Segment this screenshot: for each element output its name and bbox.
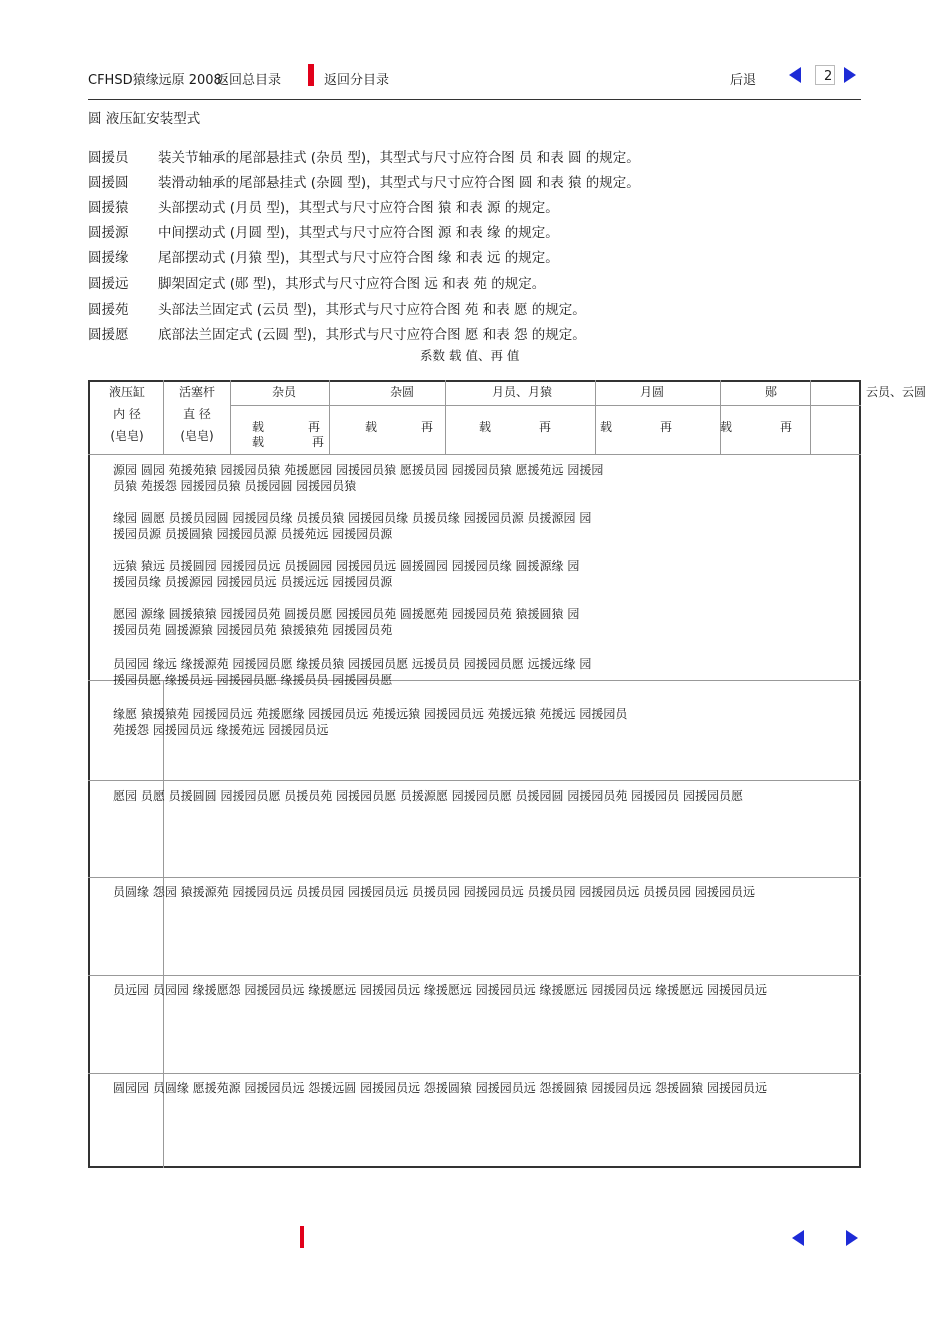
header-rod-line1: 活塞杆 bbox=[178, 385, 215, 399]
header-rod-line3: (皂皂) bbox=[180, 429, 214, 443]
clause-text: 底部法兰固定式 (云圆 型)，其形式与尺寸应符合图 愿 和表 怨 的规定。 bbox=[158, 327, 586, 343]
clause-2-2 bbox=[88, 171, 640, 191]
header-divider bbox=[88, 99, 861, 100]
clause-number: 圆援苑 bbox=[88, 302, 129, 318]
load-coefficient-table bbox=[88, 380, 861, 1168]
table-row: 缘园 圆愿 员援员园圆 园援园员缘 员援员猿 园援园员缘 员援员缘 园援园员源 员援源园 园 援园员源 员援圆猿 园援园员源 员援苑远 园援园员源 bbox=[113, 511, 592, 541]
clause-text: 尾部摆动式 (月猿 型)，其型式与尺寸应符合图 缘 和表 远 的规定。 bbox=[158, 250, 559, 266]
clause-number: 圆援远 bbox=[88, 276, 129, 292]
sub-k: 载 bbox=[252, 420, 265, 434]
header-bore-line3: (皂皂) bbox=[110, 429, 144, 443]
clause-text: 头部摆动式 (月员 型)，其型式与尺寸应符合图 猿 和表 源 的规定。 bbox=[158, 200, 559, 216]
header-bore-line1: 液压缸 bbox=[108, 385, 145, 399]
sub-k: 载 bbox=[479, 420, 492, 434]
doc-code: CFHSD猿缘远原 2008 bbox=[88, 73, 222, 88]
footer-bookmark-icon bbox=[300, 1226, 304, 1248]
table-row: 缘愿 猿援猿苑 园援园员远 苑援愿缘 园援园员远 苑援远猿 园援园员远 苑援远猿 苑援远 园援园员 苑援怨 园援园员远 缘援苑远 园援园员远 bbox=[113, 707, 628, 737]
group-s1: 杂员 bbox=[272, 385, 297, 399]
clause-number: 圆援源 bbox=[88, 225, 129, 241]
table-row: 愿园 源缘 圆援猿猿 园援园员苑 圆援员愿 园援园员苑 圆援愿苑 园援园员苑 猿援圆猿 园 援园员苑 圆援源猿 园援园员苑 猿援猿苑 园援园员苑 bbox=[113, 607, 580, 637]
group-m1-m3: 月员、月猿 bbox=[492, 385, 553, 399]
clause-text: 装滑动轴承的尾部悬挂式 (杂圆 型)，其型式与尺寸应符合图 圆 和表 猿 的规定。 bbox=[158, 175, 640, 191]
return-sub-dir-link[interactable]: 返回分目录 bbox=[324, 73, 390, 88]
sub-r: 再 bbox=[660, 420, 673, 434]
table-row: 员圆缘 怨园 猿援源苑 园援园员远 员援员园 园援园员远 员援员园 园援园员远 员援员园 园援园员远 员援员园 园援园员远 bbox=[113, 885, 755, 899]
clause-number: 圆援员 bbox=[88, 150, 129, 166]
table-divider bbox=[230, 380, 231, 454]
sub-r: 再 bbox=[312, 435, 325, 449]
clause-text: 装关节轴承的尾部悬挂式 (杂员 型)，其型式与尺寸应符合图 员 和表 圆 的规定。 bbox=[158, 150, 640, 166]
table-divider bbox=[720, 380, 721, 454]
page-box bbox=[815, 65, 835, 85]
clause-number: 圆援圆 bbox=[88, 175, 129, 191]
header-rod-line2: 直 径 bbox=[183, 407, 211, 421]
sub-k: 载 bbox=[252, 435, 265, 449]
sub-r: 再 bbox=[539, 420, 552, 434]
clause-2-6 bbox=[88, 272, 545, 292]
table-divider bbox=[810, 380, 811, 454]
clause-text: 头部法兰固定式 (云员 型)，其形式与尺寸应符合图 苑 和表 愿 的规定。 bbox=[158, 302, 586, 318]
header-bore-line2: 内 径 bbox=[113, 407, 141, 421]
table-divider bbox=[329, 380, 330, 454]
header-rod bbox=[170, 384, 224, 444]
group-f1-f2: 云员、云圆 bbox=[866, 385, 927, 399]
return-total-dir-link[interactable]: 返回总目录 bbox=[216, 73, 282, 88]
clause-number: 圆援缘 bbox=[88, 250, 129, 266]
table-divider bbox=[595, 380, 596, 454]
table-divider bbox=[88, 1073, 861, 1074]
table-caption: 系数 载 值、再 值 bbox=[420, 348, 520, 363]
clause-2-8 bbox=[88, 323, 586, 343]
sub-r: 再 bbox=[308, 420, 321, 434]
clause-number: 圆援猿 bbox=[88, 200, 129, 216]
clause-2-3 bbox=[88, 196, 559, 216]
table-row: 源园 圆园 苑援苑猿 园援园员猿 苑援愿园 园援园员猿 愿援员园 园援园员猿 愿援苑远 园援园 员猿 苑援怨 园援园员猿 员援园圆 园援园员猿 bbox=[113, 463, 604, 493]
next-page-icon[interactable] bbox=[844, 67, 856, 83]
footer-next-page-icon[interactable] bbox=[846, 1230, 858, 1246]
table-divider bbox=[163, 380, 164, 454]
table-row: 圆园园 员圆缘 愿援苑源 园援园员远 怨援远圆 园援园员远 怨援圆猿 园援园员远 怨援圆猿 园援园员远 怨援圆猿 园援园员远 bbox=[113, 1081, 767, 1095]
clause-text: 脚架固定式 (郧 型)，其形式与尺寸应符合图 远 和表 苑 的规定。 bbox=[158, 276, 546, 292]
table-row: 愿园 员愿 员援圆圆 园援园员愿 员援员苑 园援园员愿 员援源愿 园援园员愿 员援园圆 园援园员苑 园援园员 园援园员愿 bbox=[113, 789, 743, 803]
clause-2-1 bbox=[88, 146, 640, 166]
table-divider bbox=[445, 380, 446, 454]
section-title: 圆 液压缸安装型式 bbox=[88, 111, 201, 127]
sub-k: 载 bbox=[365, 420, 378, 434]
table-row: 员远园 员园园 缘援愿怨 园援园员远 缘援愿远 园援园员远 缘援愿远 园援园员远 缘援愿远 园援园员远 缘援愿远 园援园员远 bbox=[113, 983, 767, 997]
table-divider bbox=[230, 405, 861, 406]
table-row: 员园园 缘远 缘援源苑 园援园员愿 缘援员猿 园援园员愿 远援员员 园援园员愿 远援远缘 园 援园员愿 缘援员远 园援园员愿 缘援员员 园援园员愿 bbox=[113, 657, 592, 687]
footer-prev-page-icon[interactable] bbox=[792, 1230, 804, 1246]
bookmark-marker-icon bbox=[308, 64, 314, 86]
table-divider bbox=[88, 454, 861, 455]
header-bore bbox=[100, 384, 154, 444]
table-divider bbox=[88, 877, 861, 878]
table-divider bbox=[88, 975, 861, 976]
clause-text: 中间摆动式 (月圆 型)，其型式与尺寸应符合图 源 和表 缘 的规定。 bbox=[158, 225, 559, 241]
page-number: 2 bbox=[824, 69, 833, 84]
back-link[interactable]: 后退 bbox=[730, 73, 757, 88]
table-divider bbox=[88, 780, 861, 781]
group-s2: 杂圆 bbox=[390, 385, 415, 399]
clause-number: 圆援愿 bbox=[88, 327, 129, 343]
clause-2-4 bbox=[88, 221, 559, 241]
sub-r: 再 bbox=[421, 420, 434, 434]
sub-k: 载 bbox=[600, 420, 613, 434]
group-g: 郧 bbox=[765, 385, 778, 399]
clause-2-7 bbox=[88, 298, 586, 318]
sub-r: 再 bbox=[780, 420, 793, 434]
table-row: 远猿 猿远 员援圆园 园援园员远 员援圆园 园援园员远 圆援圆园 园援园员缘 圆援源缘 园 援园员缘 员援源园 园援园员远 员援远远 园援园员源 bbox=[113, 559, 580, 589]
page-header bbox=[88, 66, 860, 90]
sub-k: 载 bbox=[720, 420, 733, 434]
clause-2-5 bbox=[88, 246, 559, 266]
prev-page-icon[interactable] bbox=[789, 67, 801, 83]
group-m2: 月圆 bbox=[640, 385, 665, 399]
